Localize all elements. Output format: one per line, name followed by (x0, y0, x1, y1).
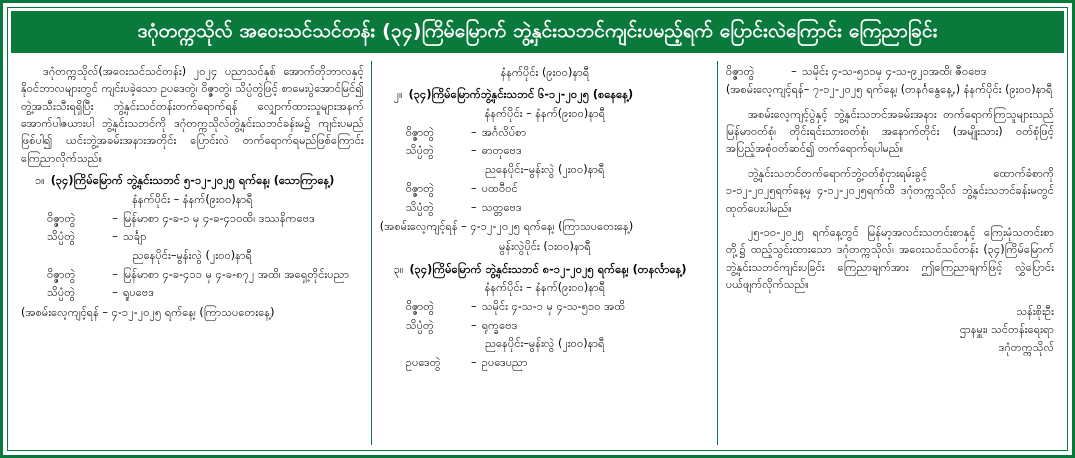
item-1-row-4-dash: – (112, 286, 118, 300)
item-2-row-3-value: ပထဝီဝင် (481, 182, 518, 196)
item-3-afternoon-time: ညနေပိုင်း–မွန်းလွဲ (၂း၀၀)နာရီ (485, 337, 605, 351)
column-3-top-row-dash: – (791, 65, 797, 78)
item-1-row-2 (21, 228, 364, 245)
item-1-row-1-dash: – (112, 211, 118, 225)
item-2-row-1-value: အင်္ဂလိပ်စာ (481, 126, 527, 140)
column-2-top-time: နံနက်ပိုင်း (၉း၀၀)နာရီ (500, 66, 590, 79)
item-3-row-3-value: ဥပဒေပညာ (481, 356, 528, 370)
column-3-rehearsal-note: (အစမ်းလေ့ကျင့်ရန်– ၇-၁၂-၂၀၂၅ ရက်နေ့၊ (တနင်္ဂနွေနေ့,) နံနက်ပိုင်း (၉း၀၀)နာရီ (725, 83, 1053, 97)
item-1-morning-time: နံနက်ပိုင်း – နံနက်(၉း၀၀)နာရီ (132, 192, 253, 206)
item-3-row-2-dash: – (470, 318, 477, 332)
item-3-row-2-key: သိပ္ပံတွဲ (405, 318, 434, 332)
item-1-afternoon-time: ညနေပိုင်း–မွန်းလွဲ (၂း၀၀)နာရီ (132, 248, 252, 262)
item-2-text: (၃၄)ကြိမ်မြောက်ဘွဲ့နှင်းသဘင် ၆-၁၂-၂၀၂၅ (စနေနေ့) (408, 88, 634, 102)
gown-rental-paragraph: ဘွဲ့နှင်းသဘင်တက်ရောက်ဘွဲ့ဝတ်စုံငှားရမ်းခွင့် ထောက်ခံစာကို ၁-၁၂-၂၀၂၅ရက်နေ့မှ ၄-၁၂-၂၀၂၅ရက်ထိ ဒဂုံတက္ကသိုလ် ဘွဲ့နှင်းသဘင်ခန်းမတွင် ထုတ်ပေးပါမည်။ (725, 166, 1054, 215)
item-2-row-2-key: သိပ္ပံတွဲ (405, 144, 434, 158)
item-2-number: ၂။ (393, 88, 403, 102)
signer-name: သန်းစိုးဦး (1016, 305, 1054, 319)
item-1-row-2-key: သိပ္ပံတွဲ (47, 230, 76, 244)
item-3-row-3-key: ဥပဒေတွဲ (405, 356, 441, 370)
item-2-row-1-key: ဝိဇ္ဇာတွဲ (405, 126, 435, 140)
item-1-rehearsal-note: (အစမ်းလေ့ကျင့်ရန် – ၄-၁၂-၂၀၂၅ ရက်နေ့၊ (ကြာသပတေးနေ့) (21, 305, 275, 319)
item-2-row-4 (380, 199, 710, 216)
column-2 (372, 59, 718, 447)
item-2-morning-time: နံနက်ပိုင်း – နံနက်(၉း၀၀)နာရီ (484, 106, 606, 120)
item-3-row-1 (380, 298, 710, 315)
item-2-row-1-dash: – (470, 126, 477, 140)
column-3 (718, 59, 1062, 447)
item-2-rehearsal-note: (အစမ်းလေ့ကျင့်ရန် – ၄-၁၂-၂၀၂၅ ရက်နေ့၊ (ကြာသပတေးနေ့) (379, 219, 634, 233)
item-3-heading (380, 261, 710, 278)
item-1-number: ၁။ (35, 174, 45, 188)
item-2-row-3-key: ဝိဇ္ဇာတွဲ (405, 182, 435, 196)
signer-institution: ဒဂုံတက္ကသိုလ် (998, 341, 1054, 355)
column-3-top-row-value: သမိုင်း ၄-သ-၅၁၁မှ ၄-သ-၉၂၁အထိ၊ ဇီဝဗေဒ (801, 65, 987, 78)
item-3-row-2-value: ရုက္ခဗေဒ (481, 318, 518, 332)
item-2-afternoon-time: ညနေပိုင်း–မွန်းလွဲ (၂း၀၀)နာရီ (485, 162, 605, 176)
item-3-row-3-dash: – (470, 356, 477, 370)
column-1 (13, 59, 372, 447)
item-3-row-3 (380, 354, 710, 371)
column-3-top-row (726, 63, 1054, 80)
item-3-text: (၃၄)ကြိမ်မြောက် ဘွဲ့နှင်းသဘင် ၈-၁၂-၂၀၂၅ ရက်နေ့၊ (တနင်္လာနေ့) (409, 262, 687, 276)
item-2-rehearsal-time: မွန်းလွဲပိုင်း (၁း၀၀)နာရီ (498, 240, 591, 254)
item-2-row-4-key: သိပ္ပံတွဲ (405, 200, 434, 214)
item-1-row-1-value: မြန်မာစာ ၄-ခ-၁ မှ ၄-ခ-၄၁၀ထိ၊ ဒဿနိကဗေဒ (123, 211, 315, 225)
item-2-row-4-value: သတ္တဗေဒ (481, 200, 522, 214)
item-2-row-1 (380, 124, 710, 141)
item-2-heading (380, 86, 710, 103)
item-1-row-4-key: သိပ္ပံတွဲ (47, 286, 76, 300)
intro-paragraph: ဒဂုံတက္ကသိုလ်(အဝေးသင်သင်တန်း) ၂၀၂၄ ပညာသင်နှစ် အောက်တိုဘာလနှင့် နိုဝင်ဘာလများတွင် ကျင်းပခဲ့သော ဥပဒေတွဲ၊ ဝိဇ္ဇာတွဲ၊ သိပ္ပံတွဲဖြင့် စာမေးပွဲအောင်မြင်၍ တွဲ့အသီးသီးရရှိပြီး ဘွဲ့နှင်းသင်တန်းတက်ရောက်ရန် လျှောက်ထားသူများအနက် အောက်ပါဇယားပါ ဘွဲ့နှင်းသဘင်ကို ဒဂုံတက္ကသိုလ်တွဲ့နှင်းသဘင်ခန်းမ၌ ကျင်းပမည်ဖြစ်ပါ၍ ယင်းဘွဲ့အခမ်းအနားအတိုင်း ပြောင်းလဲ တက်ရောက်ရမည်ဖြစ်ကြောင်း ကြေညာလိုက်သည်။ (21, 65, 364, 165)
item-1-row-2-value: သင်္ချာ (123, 230, 147, 244)
item-1-row-4 (21, 284, 364, 301)
item-1-row-2-dash: – (112, 230, 118, 244)
dress-code-paragraph: အစမ်းလေ့ကျင့်ပွဲနှင့် ဘွဲ့နှင်းသဘင်အခမ်းအနား တက်ရောက်ကြသူများသည် မြန်မာဝတ်စုံ၊ တိုင်းရင်းသားဝတ်စုံ၊ အနောက်တိုင်း (အမျိုးသား) ဝတ်စုံဖြင့် အပြည့်အစုံဝတ်ဆင်၍ တက်ရောက်ရပါမည်။ (725, 107, 1054, 156)
item-2-row-2 (380, 142, 710, 159)
item-1-row-4-value: ရူပဗေဒ (123, 286, 155, 300)
cancellation-paragraph: ၂၅-၁၀-၂၀၂၅ ရက်နေ့တွင် မြန်မာ့အလင်းသတင်းစာနှင့် ကြေးမုံသတင်းစာတို့၌ ထည့်သွင်းထားသော ဒဂုံတက္ကသိုလ်၊ အဝေးသင်သင်တန်း (၃၄)ကြိမ်မြောက် ဘွဲ့နှင်းသဘင်ကျင်းပခြင်း ကြေညာချက်အား ဤကြေညာချက်ဖြင့် လွှဲပြောင်းပယ်ဖျက်လိုက်သည်။ (725, 225, 1054, 291)
item-1-row-1 (21, 210, 364, 227)
item-1-text: (၃၄)ကြိမ်မြောက် ဘွဲ့နှင်းသဘင် ၅-၁၂-၂၀၂၅ ရက်နေ့၊ (သောကြာနေ့) (50, 174, 335, 188)
item-3-row-1-dash: – (470, 300, 477, 314)
page-title: ဒဂုံတက္ကသိုလ် အဝေးသင်သင်တန်း (၃၄)ကြိမ်မြောက် ဘွဲ့နှင်းသဘင်ကျင်းပမည့်ရက် ပြောင်းလဲကြောင်း ကြေညာခြင်း (137, 20, 938, 43)
signature-block (726, 303, 1054, 357)
item-3-morning-time: နံနက်ပိုင်း – နံနက်(၉း၀၀)နာရီ (484, 280, 606, 294)
item-3-number: ၃။ (393, 262, 404, 276)
item-1-row-3-dash: – (112, 267, 118, 281)
item-2-row-2-value: ဓာတုဗေဒ (481, 144, 522, 158)
column-3-top-row-key: ဝိဇ္ဇာတွဲ (725, 65, 755, 78)
item-1-heading (21, 172, 364, 189)
item-3-row-1-key: ဝိဇ္ဇာတွဲ (405, 300, 435, 314)
item-1-row-1-key: ဝိဇ္ဇာတွဲ (47, 211, 76, 225)
item-3-row-1-value: သမိုင်း ၄-သ-၁ မှ ၄-သ-၅၁၀ အထိ (481, 300, 626, 314)
item-1-row-3-value: မြန်မာစာ ၄-ခ-၄၁၁ မှ ၄-ခ-၈၇၂ အထိ၊ အရှေ့တိုင်းပညာ (123, 267, 350, 281)
item-2-row-3 (380, 180, 710, 197)
item-1-row-3-key: ဝိဇ္ဇာတွဲ (47, 267, 76, 281)
announcement-header (11, 11, 1064, 53)
signer-title: ဌာနမှူး၊ သင်တန်းရေးရာ (959, 323, 1054, 337)
content-columns (13, 59, 1062, 447)
item-2-row-4-dash: – (470, 200, 477, 214)
item-2-row-3-dash: – (470, 182, 477, 196)
item-1-row-3 (21, 266, 364, 283)
item-2-row-2-dash: – (470, 144, 477, 158)
item-3-row-2 (380, 317, 710, 334)
